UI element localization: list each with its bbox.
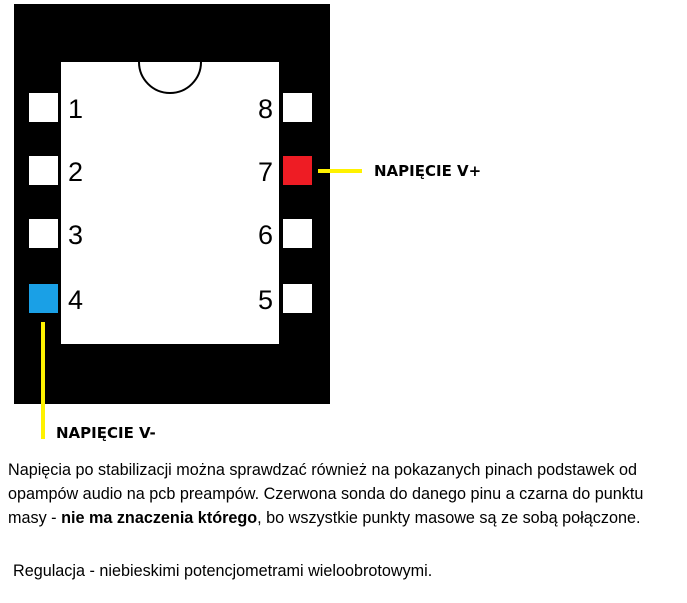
- pin-8-number: 8: [258, 94, 274, 124]
- pin-4-pad: [29, 284, 58, 313]
- pin-5-pad: [283, 284, 312, 313]
- pin-7-pad: [283, 156, 312, 185]
- description-paragraph: [8, 458, 680, 530]
- regulation-note: Regulacja - niebieskimi potencjometrami wieloobrotowymi.: [13, 562, 433, 580]
- pin-6-pad: [283, 219, 312, 248]
- chip-body: [61, 62, 279, 344]
- pin-1-pad: [29, 93, 58, 122]
- pin-2-number: 2: [68, 157, 84, 187]
- pin-5-number: 5: [258, 285, 274, 315]
- pin-4-number: 4: [68, 285, 84, 315]
- pin-3-number: 3: [68, 220, 84, 250]
- vminus-label: NAPIĘCIE V-: [56, 424, 156, 442]
- vplus-label: NAPIĘCIE V+: [374, 162, 482, 180]
- pin-1-number: 1: [68, 94, 84, 124]
- pin-7-number: 7: [258, 157, 274, 187]
- description-bold-text: nie ma znaczenia którego: [61, 509, 258, 527]
- pin-2-pad: [29, 156, 58, 185]
- description-text-start: Napięcia po stabilizacji można sprawdzać również na pokazanych pinach podstawek od opampów audio na pcb preampów. Czerwona sonda do danego pinu a czarna do punktu masy -: [8, 461, 644, 527]
- description-text-end: , bo wszystkie punkty masowe są ze sobą połączone.: [257, 509, 641, 527]
- pin-6-number: 6: [258, 220, 274, 250]
- pin-8-pad: [283, 93, 312, 122]
- pin-3-pad: [29, 219, 58, 248]
